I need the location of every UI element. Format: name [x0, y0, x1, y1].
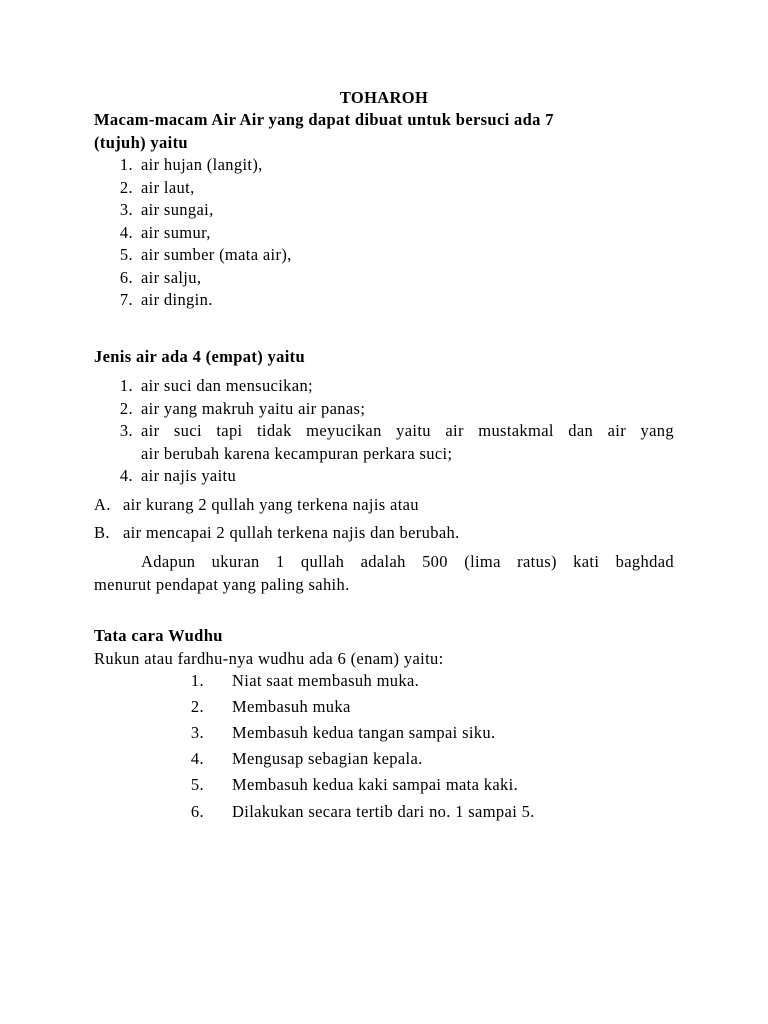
section3-heading: Tata cara Wudhu — [94, 626, 223, 645]
sub-list-letter: A. — [94, 495, 111, 514]
list-text: air hujan (langit), — [141, 155, 263, 174]
list-number: 4. — [190, 749, 204, 768]
list-number: 3. — [119, 200, 133, 219]
list-text: air suci dan mensucikan; — [141, 376, 313, 395]
section1-heading-line2: (tujuh) yaitu — [94, 133, 188, 152]
list-text: Membasuh muka — [232, 697, 351, 716]
list-text: air laut, — [141, 178, 195, 197]
sub-list-text: air mencapai 2 qullah terkena najis dan berubah. — [123, 523, 460, 542]
list-text: Membasuh kedua tangan sampai siku. — [232, 723, 496, 742]
section2-heading: Jenis air ada 4 (empat) yaitu — [94, 347, 306, 366]
list-text: air sumber (mata air), — [141, 245, 292, 264]
list-number: 1. — [190, 671, 204, 690]
list-text-continuation: air berubah karena kecampuran perkara suci; — [141, 444, 453, 463]
list-number: 3. — [119, 421, 133, 440]
sub-list-text: air kurang 2 qullah yang terkena najis atau — [123, 495, 419, 514]
list-number: 4. — [119, 466, 133, 485]
sub-list-letter: B. — [94, 523, 110, 542]
list-text: Niat saat membasuh muka. — [232, 671, 420, 690]
list-text: Dilakukan secara tertib dari no. 1 sampai 5. — [232, 802, 535, 821]
section1-heading-line1: Macam-macam Air Air yang dapat dibuat untuk bersuci ada 7 — [94, 110, 554, 129]
list-number: 4. — [119, 223, 133, 242]
list-text: air yang makruh yaitu air panas; — [141, 399, 366, 418]
paragraph-line1: Adapun ukuran 1 qullah adalah 500 (lima ratus) kati baghdad — [141, 552, 674, 571]
list-text: Mengusap sebagian kepala. — [232, 749, 423, 768]
paragraph-line2: menurut pendapat yang paling sahih. — [94, 575, 350, 594]
list-number: 5. — [190, 775, 204, 794]
list-text: air suci tapi tidak meyucikan yaitu air mustakmal dan air yang — [141, 421, 674, 440]
list-text: air najis yaitu — [141, 466, 237, 485]
list-number: 2. — [190, 697, 204, 716]
list-text: air dingin. — [141, 290, 213, 309]
list-number: 6. — [190, 802, 204, 821]
list-number: 1. — [119, 376, 133, 395]
list-number: 6. — [119, 268, 133, 287]
list-number: 1. — [119, 155, 133, 174]
list-number: 7. — [119, 290, 133, 309]
list-text: air salju, — [141, 268, 202, 287]
list-number: 3. — [190, 723, 204, 742]
list-text: air sungai, — [141, 200, 214, 219]
list-text: Membasuh kedua kaki sampai mata kaki. — [232, 775, 519, 794]
page-title: TOHAROH — [339, 88, 429, 107]
list-number: 2. — [119, 178, 133, 197]
list-number: 5. — [119, 245, 133, 264]
list-text: air sumur, — [141, 223, 211, 242]
list-number: 2. — [119, 399, 133, 418]
section3-intro: Rukun atau fardhu-nya wudhu ada 6 (enam) yaitu: — [94, 649, 444, 668]
